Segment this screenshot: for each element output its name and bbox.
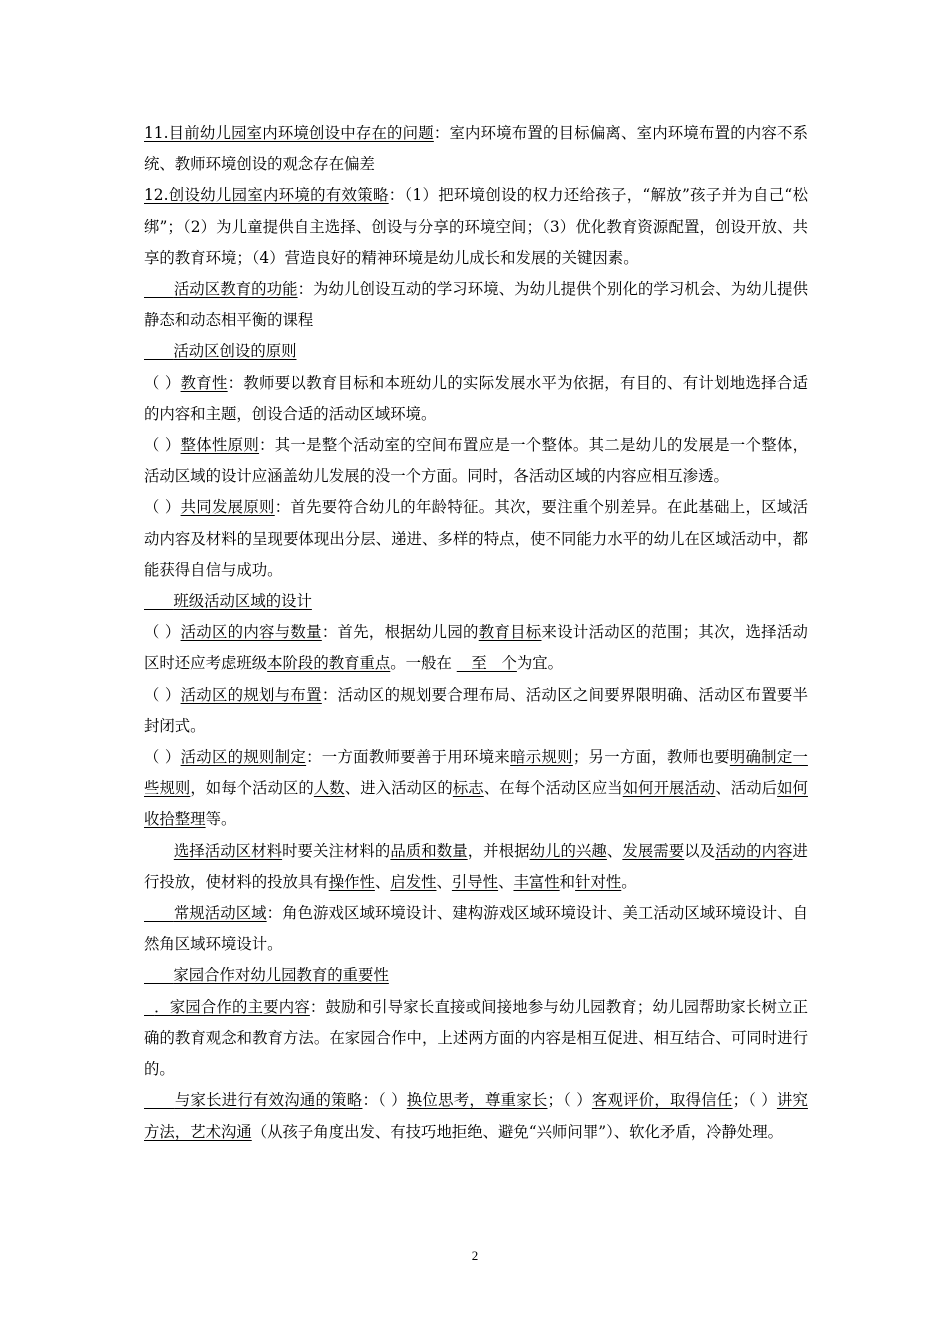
text-run: ：首先要符合幼儿的年龄特征。其次，要注重个别差异。在此基础上，区域活动内容及材料的呈现要体现出分层、递进、多样的特点，使不同能力水平的幼儿在区域活动中，都能获得自信与成功。 [144,498,808,579]
underlined-text: 活动区教育的功能 [144,280,298,299]
underlined-text: 标志 [452,779,484,798]
text-run: 为宜。 [516,654,564,673]
text-run: （ ） [144,685,181,704]
paragraph [144,430,808,492]
text-run: （ ） [144,498,181,517]
text-run: 来设计活动区的范围；其次，选择活动区时还应考虑班级 [144,623,808,673]
underlined-text: 操作性 [328,872,375,891]
paragraph [144,742,808,836]
underlined-text: 教育目标 [478,623,542,642]
text-run: ，如每个活动区的 [190,779,314,798]
underlined-text: 整体性原则 [180,436,260,455]
text-run: 、 [374,872,391,891]
text-run: 。一般在 [390,654,457,673]
text-run: ；（ ） [547,1091,592,1110]
text-run: ：角色游戏区域环境设计、建构游戏区域环境设计、美工活动区域环境设计、自然角区域环境设计。 [144,904,808,954]
text-run: 、 [606,841,623,860]
paragraph [144,336,808,367]
underlined-text: 选择活动区材料 [173,841,283,860]
text-run: ：为幼儿创设互动的学习环境、为幼儿提供个别化的学习机会、为幼儿提供静态和动态相平衡的课程 [144,280,808,330]
text-run: ；（ ） [732,1091,777,1110]
underlined-text: 针对性 [575,872,622,891]
underlined-text: 如何开展活动 [622,779,716,798]
underlined-text: 换位思考，尊重家长 [406,1091,548,1110]
text-run: ：（1）把环境创设的权力还给孩子，“解放”孩子并为自己“松绑”；（2）为儿童提供自主选择、创设与分享的环境空间；（3）优化教育资源配置，创设开放、共享的教育环境；（4）营造良好的精神环境是幼儿成长和发展的关键因素。 [144,186,808,267]
underlined-text: 讲究方法，艺术沟通 [144,1091,808,1141]
paragraph [144,898,808,960]
text-run: 、 [498,872,514,891]
text-run: ：首先，根据幼儿园的 [321,623,479,642]
text-run: （ ） [144,623,181,642]
text-run: ：教师要以教育目标和本班幼儿的实际发展水平为依据，有目的、有计划地选择合适的内容和主题，创设合适的活动区域环境。 [144,373,808,423]
underlined-text: 启发性 [390,872,437,891]
underlined-text: 活动的内容 [715,841,793,860]
underlined-text: 活动区的内容与数量 [180,623,322,642]
paragraph [144,960,808,991]
underlined-text: 客观评价，取得信任 [591,1091,733,1110]
underlined-text: 11.目前幼儿园室内环境创设中存在的问题 [144,124,434,142]
paragraph [144,274,808,336]
underlined-text: 幼儿的兴趣 [529,841,607,860]
underlined-text: 教育性 [180,373,228,392]
text-run: ：活动区的规划要合理布局、活动区之间要界限明确、活动区布置要半封闭式。 [144,685,808,735]
text-run: 。 [621,872,637,891]
text-run: 、 [436,872,452,891]
text-run: （ ） [144,436,181,455]
text-run: 和 [559,872,576,891]
text-run: 、活动后 [715,779,778,798]
underlined-text: 引导性 [451,872,499,891]
underlined-text: 家园合作对幼儿园教育的重要性 [144,966,389,985]
underlined-text: 共同发展原则 [180,498,275,517]
text-run: ：鼓励和引导家长直接或间接地参与幼儿园教育；幼儿园帮助家长树立正确的教育观念和教育方法。在家园合作中，上述两方面的内容是相互促进、相互结合、可同时进行的。 [144,997,808,1079]
text-run: ，并根据 [467,841,530,860]
underlined-text: 品质和数量 [390,841,468,860]
text-run: 、在每个活动区应当 [483,779,623,798]
text-run: （ ） [144,748,181,767]
underlined-text: 活动区创设的原则 [144,342,297,361]
text-run: 等。 [205,810,237,829]
text-run: （从孩子角度出发、有技巧地拒绝、避免“兴师问罪”）、软化矛盾，冷静处理。 [251,1122,784,1141]
underlined-text: 常规活动区域 [144,904,267,923]
text-run: ：其一是整个活动室的空间布置应是一个整体。其二是幼儿的发展是一个整体，活动区域的设计应涵盖幼儿发展的没一个方面。同时，各活动区域的内容应相互渗透。 [144,436,808,486]
text-run: 、进入活动区的 [344,779,453,798]
paragraph [144,1085,808,1147]
underlined-text: 本阶段的教育重点 [267,654,391,673]
underlined-text: 活动区的规划与布置 [180,685,322,704]
underlined-text: 至 个 [456,654,517,673]
underlined-text: 暗示规则 [510,748,573,767]
text-run: 以及 [684,841,716,860]
page-body [144,118,808,1148]
text-run: ：室内环境布置的目标偏离、室内环境布置的内容不系统、教师环境创设的观念存在偏差 [144,124,808,174]
page-number: 2 [471,1248,479,1263]
underlined-text: ．家园合作的主要内容 [144,997,310,1016]
text-run: （ ） [144,373,181,392]
underlined-text: 明确制定一些规则 [144,748,808,798]
paragraph [144,586,808,617]
paragraph [144,368,808,430]
text-run: ：一方面教师要善于用环境来 [306,748,511,767]
paragraph [144,992,808,1086]
paragraph [144,617,808,679]
paragraph [144,180,808,274]
underlined-text: 班级活动区域的设计 [144,592,312,611]
underlined-text: 人数 [313,779,345,798]
underlined-text: 12.创设幼儿园室内环境的有效策略 [144,186,389,205]
paragraph [144,836,808,898]
text-run: 时要关注材料的 [282,841,391,860]
text-run [144,842,174,860]
paragraph [144,492,808,586]
paragraph [144,680,808,742]
text-run: 进行投放，使材料的投放具有 [144,841,808,891]
text-run: ；另一方面，教师也要 [572,748,730,767]
underlined-text: 与家长进行有效沟通的策略 [144,1091,363,1110]
text-run: ：（ ） [362,1091,407,1110]
paragraph [144,118,808,180]
underlined-text: 如何收拾整理 [144,779,808,829]
underlined-text: 活动区的规则制定 [180,748,307,767]
underlined-text: 发展需要 [622,841,685,860]
underlined-text: 丰富性 [513,872,560,891]
